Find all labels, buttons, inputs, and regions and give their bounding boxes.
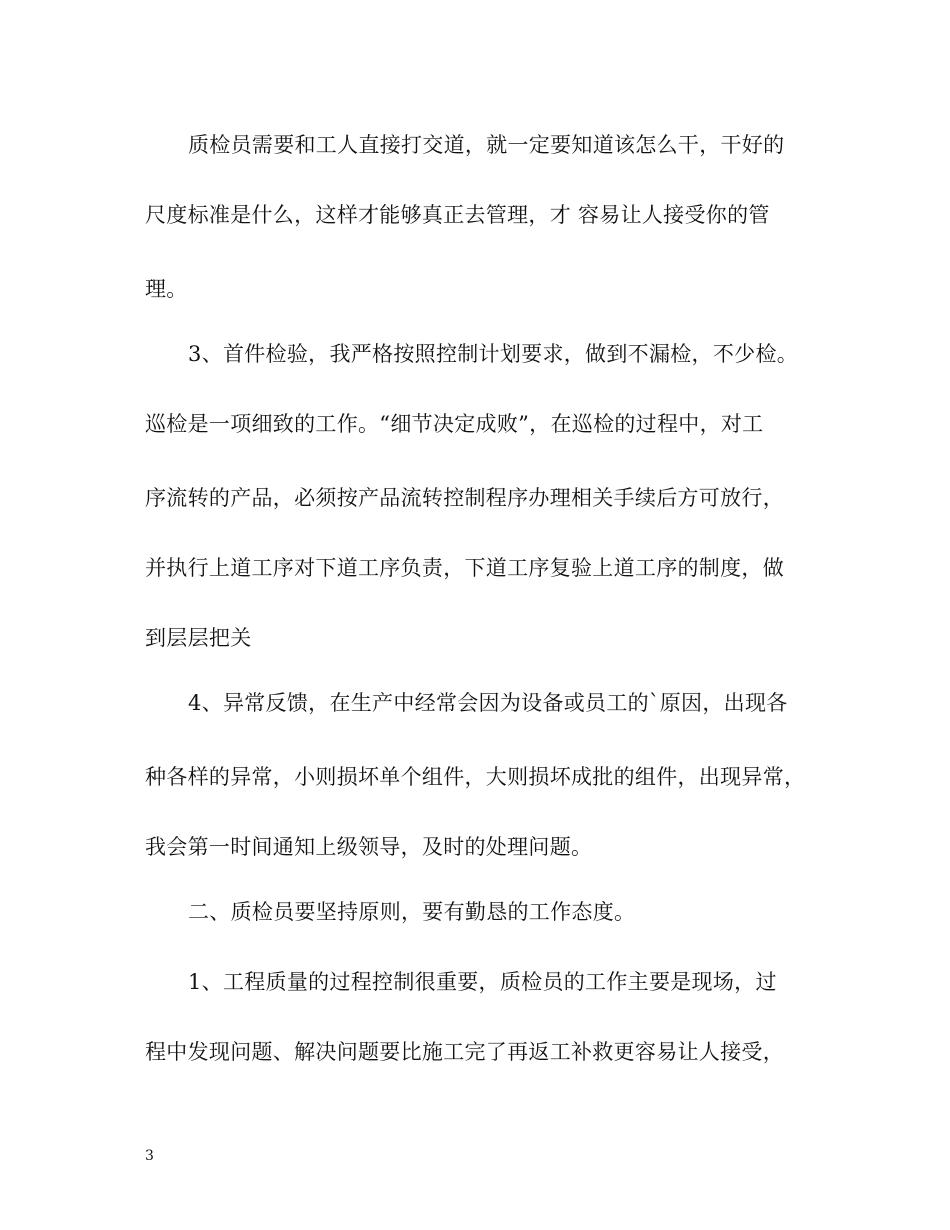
text-line: 理。 [145, 277, 188, 301]
section-heading: 二、质检员要坚持原则，要有勤恳的工作态度。 [188, 900, 636, 924]
text-line: 巡检是一项细致的工作。“细节决定成败”，在巡检的过程中，对工 [145, 412, 764, 436]
text-line: 4、异常反馈，在生产中经常会因为设备或员工的`原因，出现各 [188, 691, 788, 715]
text-line: 质检员需要和工人直接打交道，就一定要知道该怎么干，干好的 [188, 133, 785, 157]
page-number: 3 [145, 1148, 154, 1164]
text-line: 到层层把关 [145, 626, 252, 650]
text-line: 种各样的异常，小则损坏单个组件，大则损坏成批的组件，出现异常， [145, 765, 806, 789]
text-line: 3、首件检验，我严格按照控制计划要求，做到不漏检，不少检。 [188, 342, 799, 366]
text-line: 序流转的产品，必须按产品流转控制程序办理相关手续后方可放行， [145, 486, 784, 510]
text-line: 程中发现问题、解决问题要比施工完了再返工补救更容易让人接受， [145, 1040, 784, 1064]
text-line: 并执行上道工序对下道工序负责，下道工序复验上道工序的制度，做 [145, 556, 784, 580]
text-line: 尺度标准是什么，这样才能够真正去管理，才 容易让人接受你的管 [145, 203, 770, 227]
text-line: 我会第一时间通知上级领导，及时的处理问题。 [145, 835, 593, 859]
text-line: 1、工程质量的过程控制很重要，质检员的工作主要是现场，过 [188, 970, 777, 994]
